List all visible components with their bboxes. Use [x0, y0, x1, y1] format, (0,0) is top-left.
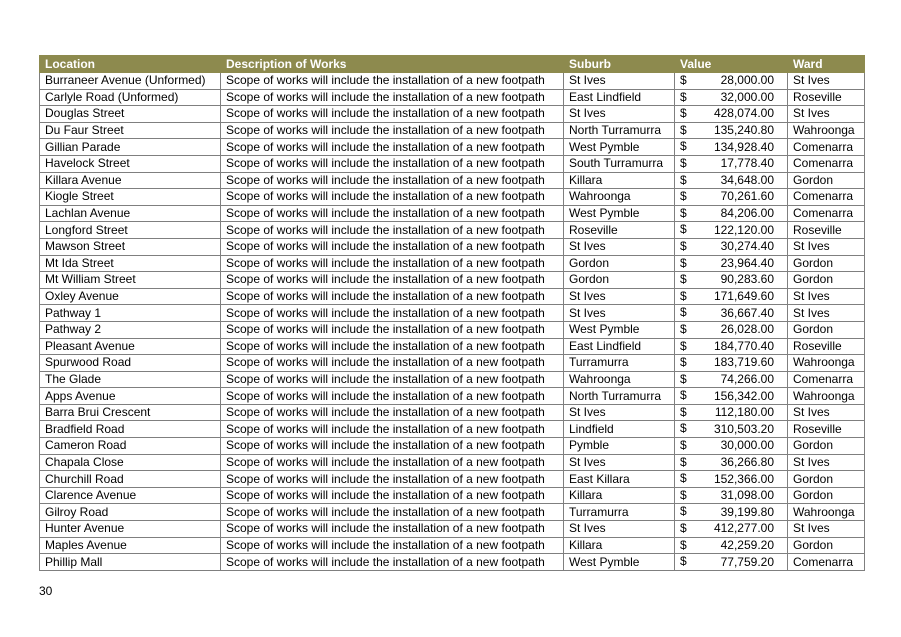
cell-ward: Comenarra: [788, 189, 865, 206]
cell-location: Havelock Street: [40, 155, 221, 172]
cell-ward: Wahroonga: [788, 355, 865, 372]
value-amount: 36,667.40: [720, 305, 774, 320]
currency-symbol: $: [680, 421, 687, 436]
cell-description: Scope of works will include the installation of a new footpath: [221, 189, 564, 206]
value-amount: 84,206.00: [720, 206, 774, 221]
cell-location: Barra Brui Crescent: [40, 404, 221, 421]
cell-ward: Comenarra: [788, 554, 865, 571]
value-amount: 171,649.60: [713, 289, 774, 304]
cell-suburb: Killara: [564, 487, 675, 504]
cell-ward: St Ives: [788, 238, 865, 255]
cell-location: Gillian Parade: [40, 139, 221, 156]
cell-ward: Roseville: [788, 89, 865, 106]
cell-value: [675, 106, 788, 123]
value-amount: 28,000.00: [720, 73, 774, 88]
works-table: [39, 55, 865, 571]
cell-suburb: Lindfield: [564, 421, 675, 438]
cell-description: Scope of works will include the installation of a new footpath: [221, 139, 564, 156]
cell-value: [675, 272, 788, 289]
cell-ward: St Ives: [788, 305, 865, 322]
currency-symbol: $: [680, 73, 687, 87]
cell-description: Scope of works will include the installation of a new footpath: [221, 155, 564, 172]
cell-suburb: Killara: [564, 172, 675, 189]
cell-description: Scope of works will include the installation of a new footpath: [221, 388, 564, 405]
cell-suburb: Turramurra: [564, 355, 675, 372]
table-row: [40, 537, 865, 554]
cell-suburb: West Pymble: [564, 554, 675, 571]
value-amount: 70,261.60: [720, 189, 774, 204]
currency-symbol: $: [680, 355, 687, 370]
cell-description: Scope of works will include the installation of a new footpath: [221, 73, 564, 90]
cell-suburb: East Killara: [564, 471, 675, 488]
table-row: [40, 404, 865, 421]
value-amount: 31,098.00: [720, 488, 774, 503]
table-row: [40, 255, 865, 272]
column-header-suburb: Suburb: [564, 56, 675, 73]
cell-location: Gilroy Road: [40, 504, 221, 521]
cell-ward: Roseville: [788, 222, 865, 239]
cell-description: Scope of works will include the installation of a new footpath: [221, 454, 564, 471]
cell-value: [675, 122, 788, 139]
table-row: [40, 172, 865, 189]
table-row: [40, 338, 865, 355]
currency-symbol: $: [680, 521, 687, 536]
cell-location: Mt Ida Street: [40, 255, 221, 272]
cell-description: Scope of works will include the installation of a new footpath: [221, 122, 564, 139]
cell-ward: St Ives: [788, 521, 865, 538]
column-header-ward: Ward: [788, 56, 865, 73]
cell-suburb: St Ives: [564, 454, 675, 471]
cell-location: Pathway 1: [40, 305, 221, 322]
cell-ward: Gordon: [788, 487, 865, 504]
cell-location: Spurwood Road: [40, 355, 221, 372]
currency-symbol: $: [680, 504, 687, 519]
cell-suburb: St Ives: [564, 404, 675, 421]
cell-location: Phillip Mall: [40, 554, 221, 571]
currency-symbol: $: [680, 205, 687, 220]
value-amount: 77,759.20: [720, 554, 774, 569]
table-row: [40, 189, 865, 206]
cell-suburb: Wahroonga: [564, 371, 675, 388]
cell-location: Apps Avenue: [40, 388, 221, 405]
cell-location: Chapala Close: [40, 454, 221, 471]
value-amount: 32,000.00: [720, 89, 774, 104]
table-body: [40, 73, 865, 571]
cell-description: Scope of works will include the installation of a new footpath: [221, 438, 564, 455]
value-amount: 39,199.80: [720, 504, 774, 519]
cell-suburb: West Pymble: [564, 321, 675, 338]
currency-symbol: $: [680, 272, 687, 287]
cell-description: Scope of works will include the installation of a new footpath: [221, 421, 564, 438]
cell-ward: Gordon: [788, 172, 865, 189]
cell-value: [675, 155, 788, 172]
cell-value: [675, 487, 788, 504]
cell-suburb: Wahroonga: [564, 189, 675, 206]
table-row: [40, 388, 865, 405]
cell-value: [675, 471, 788, 488]
cell-location: Douglas Street: [40, 106, 221, 123]
cell-description: Scope of works will include the installation of a new footpath: [221, 371, 564, 388]
currency-symbol: $: [680, 106, 687, 121]
cell-location: The Glade: [40, 371, 221, 388]
value-amount: 26,028.00: [720, 322, 774, 337]
table-header-row: [40, 56, 865, 73]
cell-ward: Wahroonga: [788, 504, 865, 521]
cell-value: [675, 371, 788, 388]
cell-description: Scope of works will include the installation of a new footpath: [221, 504, 564, 521]
table-row: [40, 106, 865, 123]
cell-value: [675, 205, 788, 222]
cell-ward: St Ives: [788, 454, 865, 471]
value-amount: 183,719.60: [713, 355, 774, 370]
cell-description: Scope of works will include the installation of a new footpath: [221, 404, 564, 421]
cell-ward: Wahroonga: [788, 122, 865, 139]
cell-suburb: Turramurra: [564, 504, 675, 521]
cell-ward: St Ives: [788, 404, 865, 421]
cell-description: Scope of works will include the installation of a new footpath: [221, 554, 564, 571]
table-row: [40, 73, 865, 90]
cell-value: [675, 172, 788, 189]
currency-symbol: $: [680, 305, 687, 320]
cell-suburb: St Ives: [564, 288, 675, 305]
cell-suburb: St Ives: [564, 521, 675, 538]
value-amount: 42,259.20: [720, 537, 774, 552]
cell-value: [675, 521, 788, 538]
currency-symbol: $: [680, 404, 687, 419]
cell-value: [675, 255, 788, 272]
currency-symbol: $: [680, 554, 687, 569]
cell-location: Maples Avenue: [40, 537, 221, 554]
page-number: 30: [39, 584, 53, 598]
cell-description: Scope of works will include the installation of a new footpath: [221, 471, 564, 488]
cell-description: Scope of works will include the installation of a new footpath: [221, 89, 564, 106]
value-amount: 152,366.00: [713, 471, 774, 486]
cell-ward: Roseville: [788, 338, 865, 355]
cell-suburb: Killara: [564, 537, 675, 554]
cell-ward: Gordon: [788, 438, 865, 455]
cell-description: Scope of works will include the installation of a new footpath: [221, 272, 564, 289]
currency-symbol: $: [680, 222, 687, 237]
table-row: [40, 89, 865, 106]
cell-location: Hunter Avenue: [40, 521, 221, 538]
cell-description: Scope of works will include the installation of a new footpath: [221, 288, 564, 305]
cell-description: Scope of works will include the installation of a new footpath: [221, 305, 564, 322]
currency-symbol: $: [680, 255, 687, 270]
cell-suburb: Gordon: [564, 255, 675, 272]
cell-ward: St Ives: [788, 288, 865, 305]
table-row: [40, 487, 865, 504]
table-row: [40, 321, 865, 338]
currency-symbol: $: [680, 338, 687, 353]
value-amount: 428,074.00: [713, 106, 774, 121]
value-amount: 122,120.00: [713, 222, 774, 237]
cell-suburb: St Ives: [564, 73, 675, 90]
cell-suburb: East Lindfield: [564, 338, 675, 355]
cell-description: Scope of works will include the installation of a new footpath: [221, 338, 564, 355]
cell-description: Scope of works will include the installation of a new footpath: [221, 106, 564, 123]
currency-symbol: $: [680, 371, 687, 386]
cell-ward: Comenarra: [788, 155, 865, 172]
cell-location: Carlyle Road (Unformed): [40, 89, 221, 106]
cell-suburb: East Lindfield: [564, 89, 675, 106]
cell-description: Scope of works will include the installation of a new footpath: [221, 238, 564, 255]
table-row: [40, 371, 865, 388]
cell-ward: Roseville: [788, 421, 865, 438]
table-row: [40, 554, 865, 571]
value-amount: 310,503.20: [713, 421, 774, 436]
cell-description: Scope of works will include the installation of a new footpath: [221, 521, 564, 538]
cell-location: Clarence Avenue: [40, 487, 221, 504]
cell-value: [675, 305, 788, 322]
cell-value: [675, 388, 788, 405]
currency-symbol: $: [680, 321, 687, 336]
cell-suburb: West Pymble: [564, 139, 675, 156]
column-header-description: Description of Works: [221, 56, 564, 73]
cell-ward: Gordon: [788, 537, 865, 554]
cell-location: Killara Avenue: [40, 172, 221, 189]
cell-description: Scope of works will include the installation of a new footpath: [221, 255, 564, 272]
value-amount: 74,266.00: [720, 371, 774, 386]
cell-suburb: St Ives: [564, 305, 675, 322]
cell-location: Churchill Road: [40, 471, 221, 488]
value-amount: 135,240.80: [713, 123, 774, 138]
cell-value: [675, 89, 788, 106]
cell-suburb: West Pymble: [564, 205, 675, 222]
cell-value: [675, 404, 788, 421]
cell-location: Pleasant Avenue: [40, 338, 221, 355]
cell-value: [675, 338, 788, 355]
table-row: [40, 155, 865, 172]
cell-description: Scope of works will include the installation of a new footpath: [221, 172, 564, 189]
cell-value: [675, 438, 788, 455]
currency-symbol: $: [680, 122, 687, 137]
value-amount: 112,180.00: [714, 405, 774, 420]
cell-ward: Gordon: [788, 255, 865, 272]
currency-symbol: $: [680, 238, 687, 253]
table-row: [40, 355, 865, 372]
value-amount: 134,928.40: [713, 139, 774, 154]
cell-ward: Wahroonga: [788, 388, 865, 405]
table-row: [40, 421, 865, 438]
currency-symbol: $: [680, 454, 687, 469]
cell-value: [675, 554, 788, 571]
currency-symbol: $: [680, 487, 687, 502]
cell-location: Bradfield Road: [40, 421, 221, 438]
cell-suburb: Roseville: [564, 222, 675, 239]
currency-symbol: $: [680, 388, 687, 403]
cell-location: Oxley Avenue: [40, 288, 221, 305]
cell-ward: Gordon: [788, 321, 865, 338]
currency-symbol: $: [680, 537, 687, 552]
cell-value: [675, 504, 788, 521]
table-row: [40, 238, 865, 255]
table-row: [40, 305, 865, 322]
cell-location: Pathway 2: [40, 321, 221, 338]
cell-ward: Comenarra: [788, 205, 865, 222]
table-row: [40, 288, 865, 305]
table-row: [40, 139, 865, 156]
currency-symbol: $: [680, 172, 687, 187]
currency-symbol: $: [680, 155, 687, 170]
table-row: [40, 222, 865, 239]
cell-value: [675, 238, 788, 255]
currency-symbol: $: [680, 89, 687, 104]
table-row: [40, 504, 865, 521]
cell-ward: Gordon: [788, 272, 865, 289]
cell-location: Du Faur Street: [40, 122, 221, 139]
value-amount: 90,283.60: [720, 272, 774, 287]
table-row: [40, 272, 865, 289]
cell-suburb: South Turramurra: [564, 155, 675, 172]
value-amount: 36,266.80: [720, 454, 774, 469]
cell-ward: Comenarra: [788, 139, 865, 156]
cell-location: Burraneer Avenue (Unformed): [40, 73, 221, 90]
cell-description: Scope of works will include the installation of a new footpath: [221, 205, 564, 222]
cell-location: Mawson Street: [40, 238, 221, 255]
cell-suburb: St Ives: [564, 106, 675, 123]
cell-description: Scope of works will include the installation of a new footpath: [221, 537, 564, 554]
value-amount: 17,778.40: [720, 156, 774, 171]
cell-value: [675, 421, 788, 438]
value-amount: 30,274.40: [720, 239, 774, 254]
table-row: [40, 438, 865, 455]
cell-suburb: North Turramurra: [564, 388, 675, 405]
cell-ward: Comenarra: [788, 371, 865, 388]
cell-location: Lachlan Avenue: [40, 205, 221, 222]
currency-symbol: $: [680, 288, 687, 303]
cell-suburb: Pymble: [564, 438, 675, 455]
value-amount: 23,964.40: [720, 255, 774, 270]
cell-value: [675, 139, 788, 156]
table-row: [40, 454, 865, 471]
cell-description: Scope of works will include the installation of a new footpath: [221, 355, 564, 372]
cell-ward: Gordon: [788, 471, 865, 488]
table-row: [40, 471, 865, 488]
cell-value: [675, 189, 788, 206]
cell-suburb: North Turramurra: [564, 122, 675, 139]
cell-description: Scope of works will include the installation of a new footpath: [221, 222, 564, 239]
cell-value: [675, 73, 788, 90]
cell-location: Kiogle Street: [40, 189, 221, 206]
cell-ward: St Ives: [788, 73, 865, 90]
value-amount: 30,000.00: [720, 438, 774, 453]
table-row: [40, 122, 865, 139]
table-row: [40, 205, 865, 222]
cell-suburb: Gordon: [564, 272, 675, 289]
value-amount: 156,342.00: [713, 388, 774, 403]
currency-symbol: $: [680, 189, 687, 204]
cell-value: [675, 222, 788, 239]
cell-location: Mt William Street: [40, 272, 221, 289]
value-amount: 184,770.40: [713, 338, 774, 353]
cell-suburb: St Ives: [564, 238, 675, 255]
cell-value: [675, 537, 788, 554]
currency-symbol: $: [680, 438, 687, 453]
cell-location: Cameron Road: [40, 438, 221, 455]
cell-ward: St Ives: [788, 106, 865, 123]
cell-value: [675, 355, 788, 372]
cell-value: [675, 321, 788, 338]
cell-value: [675, 454, 788, 471]
value-amount: 34,648.00: [720, 172, 774, 187]
currency-symbol: $: [680, 139, 687, 154]
value-amount: 412,277.00: [713, 521, 774, 536]
table-row: [40, 521, 865, 538]
cell-description: Scope of works will include the installation of a new footpath: [221, 321, 564, 338]
cell-location: Longford Street: [40, 222, 221, 239]
cell-description: Scope of works will include the installation of a new footpath: [221, 487, 564, 504]
cell-value: [675, 288, 788, 305]
column-header-location: Location: [40, 56, 221, 73]
column-header-value: Value: [675, 56, 788, 73]
currency-symbol: $: [680, 471, 687, 486]
